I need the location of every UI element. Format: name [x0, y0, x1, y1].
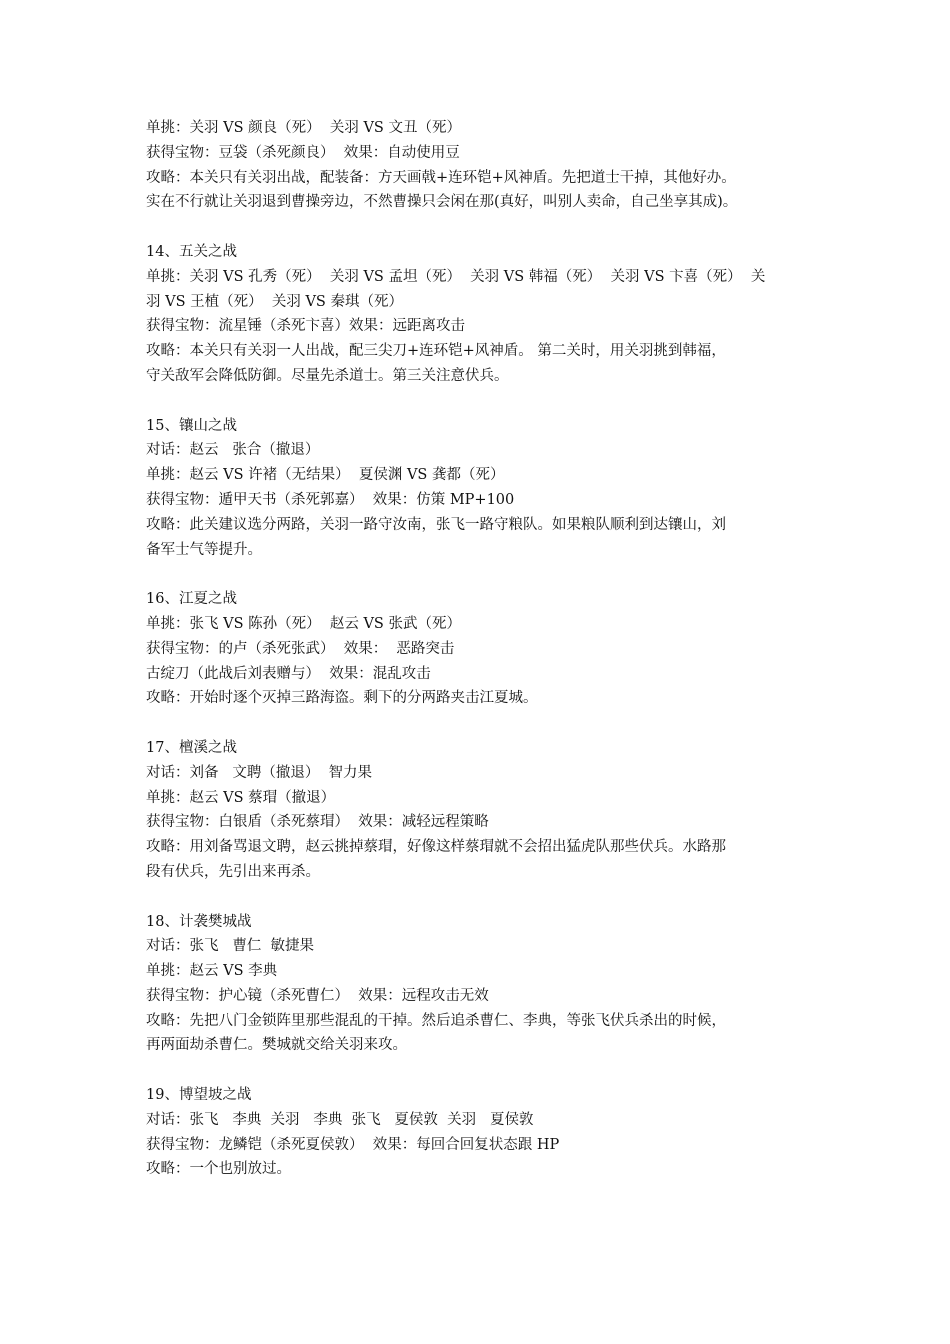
text-line: 攻略：一个也别放过。	[146, 1161, 291, 1178]
text-line: 获得宝物：遁甲天书（杀死郭嘉） 效果：仿策 MP+100	[146, 491, 515, 508]
text-line: 获得宝物：护心镜（杀死曹仁） 效果：远程攻击无效	[146, 987, 489, 1004]
paragraph-gap	[146, 711, 814, 736]
paragraph-gap	[146, 215, 814, 240]
section-title: 18、计袭樊城战	[146, 913, 252, 930]
text-line: 攻略：先把八门金锁阵里那些混乱的干掉。然后追杀曹仁、李典，等张飞伏兵杀出的时候，	[146, 1012, 726, 1029]
text-line: 获得宝物：豆袋（杀死颜良） 效果：自动使用豆	[146, 144, 460, 161]
text-line: 攻略：开始时逐个灭掉三路海盗。剩下的分两路夹击江夏城。	[146, 690, 538, 707]
section-16	[146, 587, 814, 711]
section-15	[146, 414, 814, 563]
text-line: 羽 VS 王植（死） 关羽 VS 秦琪（死）	[146, 293, 403, 310]
text-line: 段有伏兵，先引出来再杀。	[146, 863, 320, 880]
text-line: 单挑：张飞 VS 陈孙（死） 赵云 VS 张武（死）	[146, 615, 461, 632]
paragraph-gap	[146, 1058, 814, 1083]
section-14	[146, 240, 814, 389]
text-line: 对话：赵云 张合（撤退）	[146, 442, 320, 459]
text-line: 获得宝物：白银盾（杀死蔡瑁） 效果：减轻远程策略	[146, 814, 489, 831]
text-line: 单挑：关羽 VS 孔秀（死） 关羽 VS 孟坦（死） 关羽 VS 韩福（死） 关羽 VS 卞喜（死） 关	[146, 268, 766, 285]
section-19	[146, 1083, 814, 1182]
document-page	[146, 116, 814, 1182]
section-18	[146, 910, 814, 1059]
text-line: 获得宝物：龙鳞铠（杀死夏侯敦） 效果：每回合回复状态跟 HP	[146, 1136, 560, 1153]
text-line: 攻略：本关只有关羽出战，配装备：方天画戟+连环铠+风神盾。先把道士干掉，其他好办。	[146, 169, 736, 186]
paragraph-gap	[146, 562, 814, 587]
text-line: 对话：刘备 文聘（撤退） 智力果	[146, 764, 373, 781]
text-line: 再两面劫杀曹仁。樊城就交给关羽来攻。	[146, 1037, 407, 1054]
text-line: 实在不行就让关羽退到曹操旁边，不然曹操只会闲在那(真好，叫别人卖命，自己坐享其成)。	[146, 194, 738, 211]
text-line: 获得宝物：流星锤（杀死卞喜）效果：远距离攻击	[146, 318, 465, 335]
text-line: 攻略：此关建议选分两路，关羽一路守汝南，张飞一路守粮队。如果粮队顺利到达镶山，刘	[146, 516, 726, 533]
section-title: 16、江夏之战	[146, 591, 237, 608]
text-line: 对话：张飞 曹仁 敏捷果	[146, 938, 315, 955]
section-17	[146, 736, 814, 885]
paragraph-gap	[146, 885, 814, 910]
text-line: 攻略：本关只有关羽一人出战，配三尖刀+连环铠+风神盾。 第二关时，用关羽挑到韩福，	[146, 343, 726, 360]
section-title: 15、镶山之战	[146, 417, 237, 434]
section-title: 14、五关之战	[146, 243, 237, 260]
section-title: 19、博望坡之战	[146, 1087, 252, 1104]
text-line: 对话：张飞 李典 关羽 李典 张飞 夏侯敦 关羽 夏侯敦	[146, 1111, 534, 1128]
section-title: 17、檀溪之战	[146, 739, 237, 756]
text-line: 单挑：赵云 VS 许褚（无结果） 夏侯渊 VS 龚都（死）	[146, 467, 505, 484]
intro-block	[146, 116, 814, 215]
text-line: 备军士气等提升。	[146, 541, 262, 558]
text-line: 单挑：赵云 VS 蔡瑁（撤退）	[146, 789, 336, 806]
text-line: 攻略：用刘备骂退文聘，赵云挑掉蔡瑁，好像这样蔡瑁就不会招出猛虎队那些伏兵。水路那	[146, 839, 726, 856]
paragraph-gap	[146, 389, 814, 414]
text-line: 获得宝物：的卢（杀死张武） 效果： 恶路突击	[146, 640, 455, 657]
text-line: 古绽刀（此战后刘表赠与） 效果：混乱攻击	[146, 665, 431, 682]
text-line: 单挑：赵云 VS 李典	[146, 963, 278, 980]
text-line: 守关敌军会降低防御。尽量先杀道士。第三关注意伏兵。	[146, 367, 509, 384]
text-line: 单挑：关羽 VS 颜良（死） 关羽 VS 文丑（死）	[146, 120, 461, 136]
